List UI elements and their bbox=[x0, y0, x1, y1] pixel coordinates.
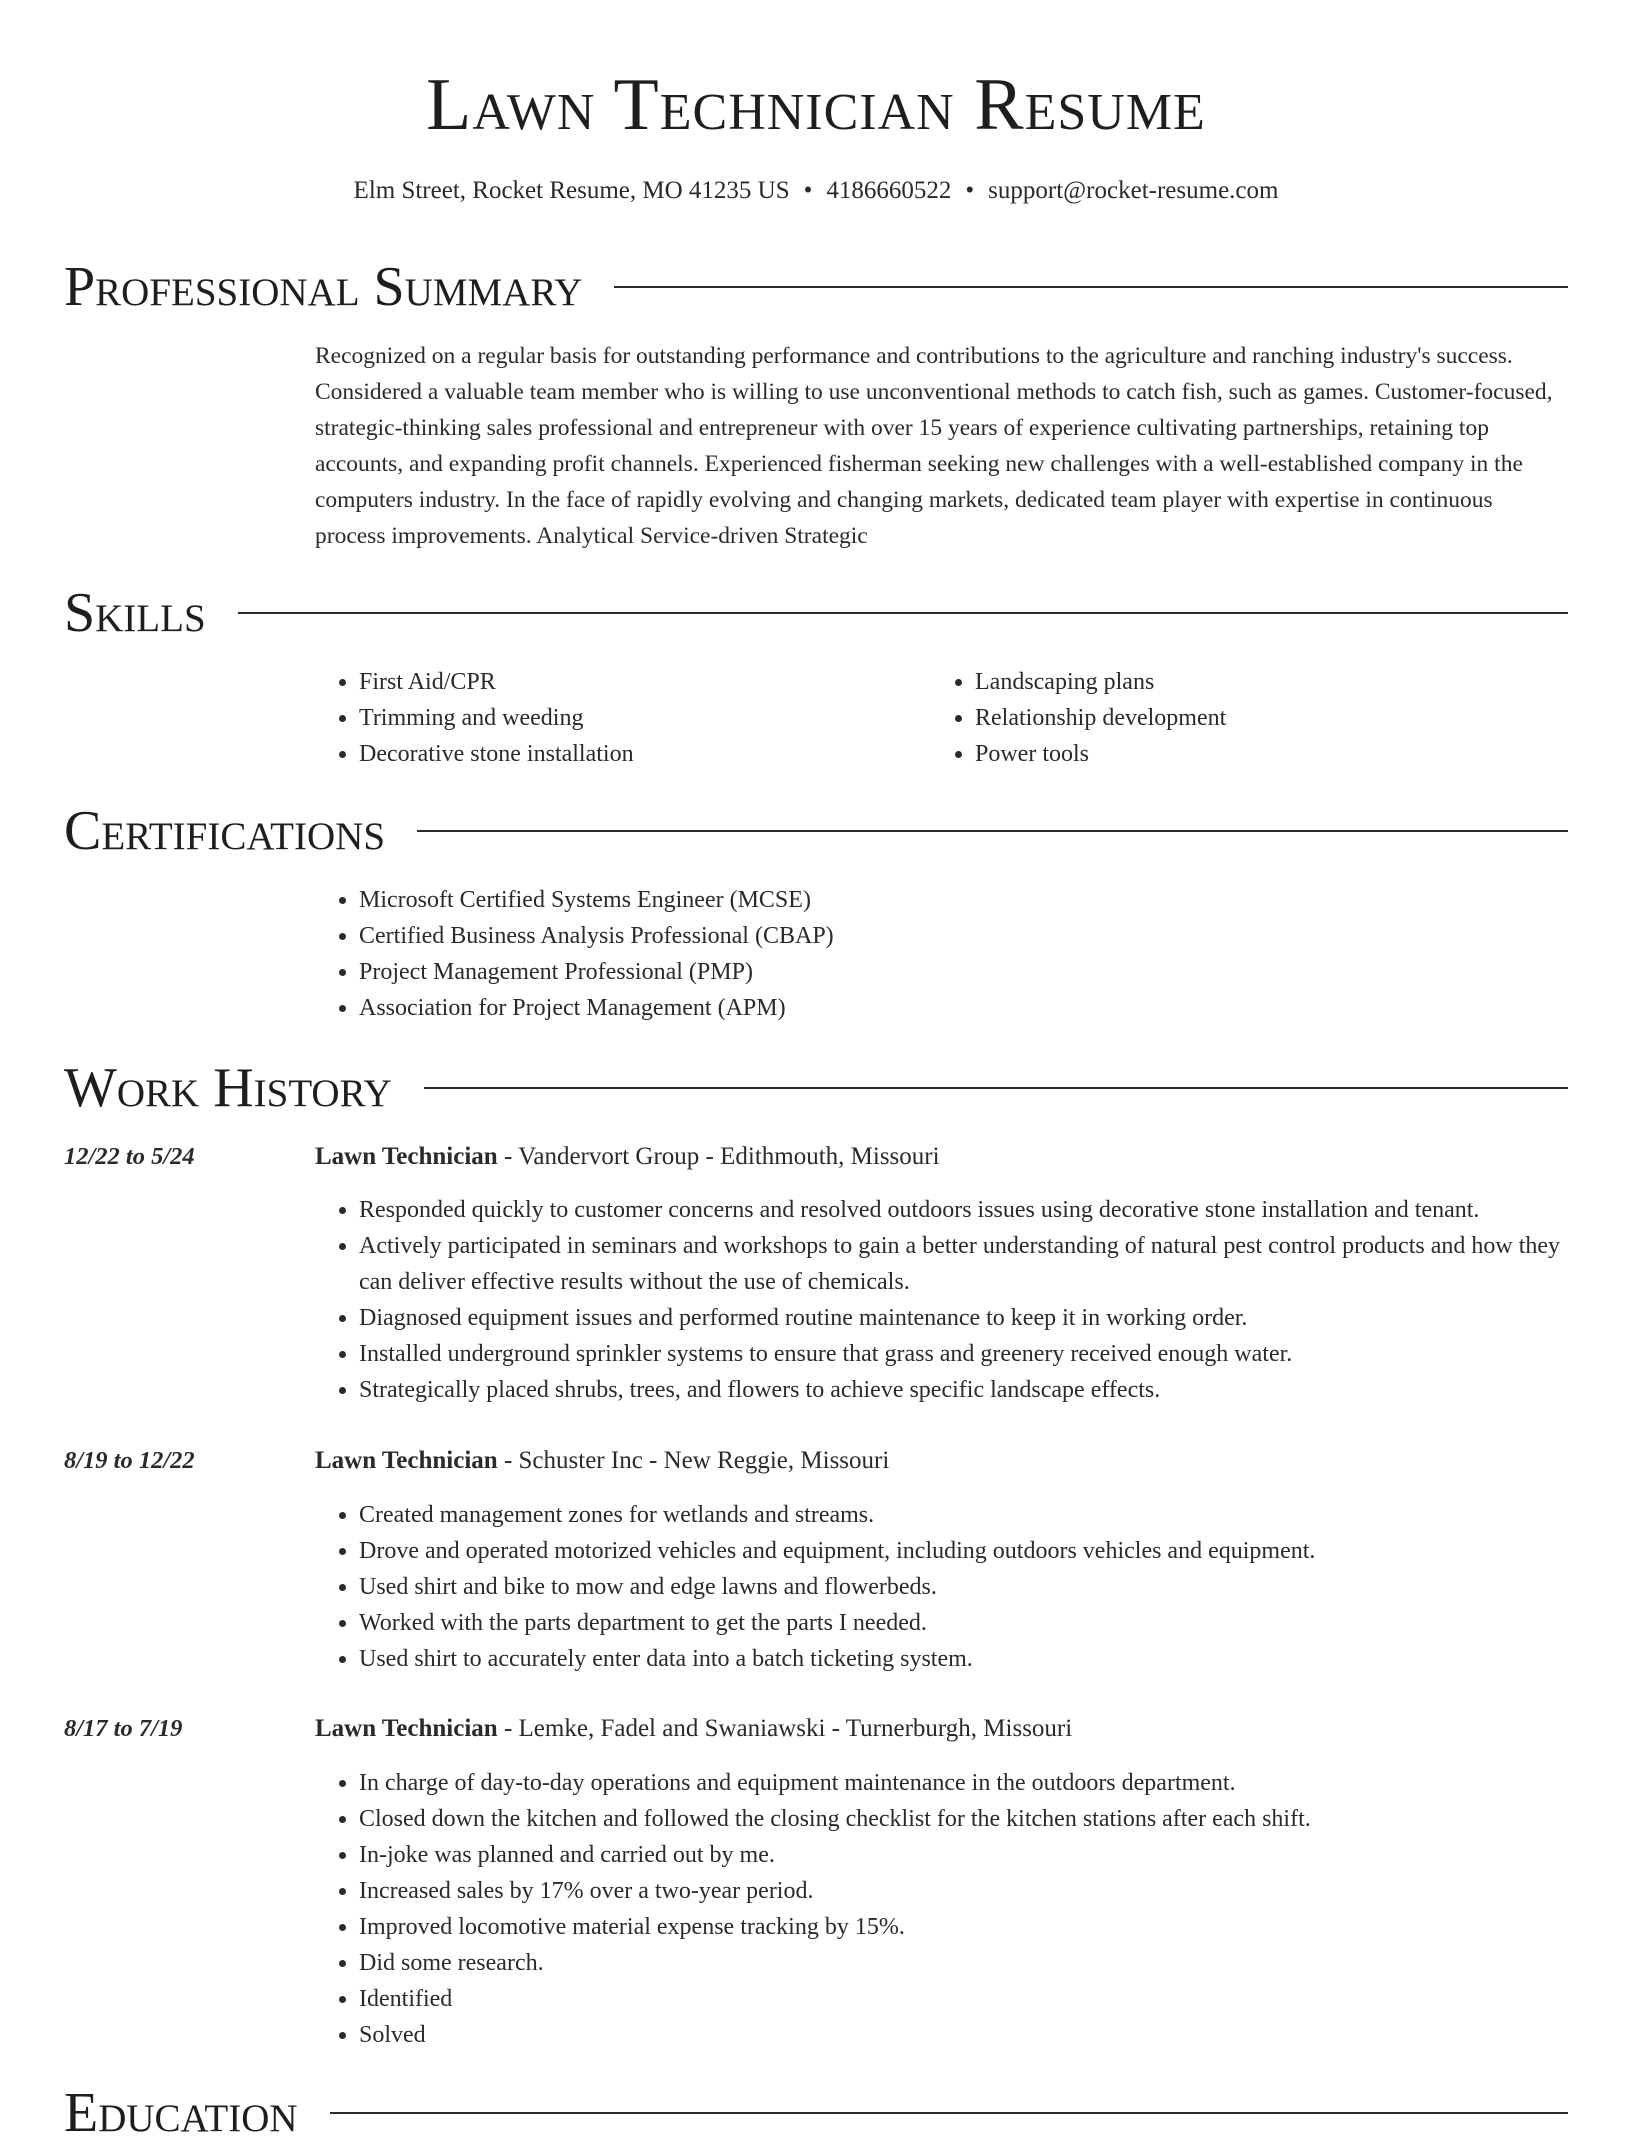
job-duties-list bbox=[315, 1765, 1575, 2053]
resume-title: Lawn Technician Resume bbox=[426, 64, 1206, 146]
section-divider bbox=[614, 286, 1568, 288]
job-duty-item: • Increased sales by 17% over a two-year period. bbox=[359, 1873, 1575, 1909]
job-heading bbox=[315, 1711, 1565, 1747]
job-duty-item: • Strategically placed shrubs, trees, and flowers to achieve specific landscape effects. bbox=[359, 1372, 1575, 1408]
job-employer: - Vandervort Group - Edithmouth, Missouri bbox=[497, 1143, 940, 1170]
job-duties-list bbox=[315, 1497, 1575, 1677]
job-duty-item: • Solved bbox=[359, 2017, 1575, 2053]
job-duty-item: • Installed underground sprinkler systems to ensure that grass and greenery received enough water. bbox=[359, 1336, 1575, 1372]
job-duty-item: • Drove and operated motorized vehicles and equipment, including outdoors vehicles and equipment. bbox=[359, 1533, 1575, 1569]
job-duty-item: • Identified bbox=[359, 1981, 1575, 2017]
section-divider bbox=[417, 830, 1568, 832]
job-duty-item: • Closed down the kitchen and followed the closing checklist for the kitchen stations after each shift. bbox=[359, 1801, 1575, 1837]
skills-column-right bbox=[931, 664, 1511, 772]
certification-item: • Microsoft Certified Systems Engineer (MCSE) bbox=[359, 882, 1565, 918]
work-history-section-header bbox=[64, 1053, 1568, 1123]
summary-text: Recognized on a regular basis for outstanding performance and contributions to the agriculture and ranching industry's success. Considered a valuable team member who is willing to use unconventional methods to catch fish, such as games. Customer-focused, strategic-thinking sales professional and entrepreneur with over 15 years of experience cultivating partnerships, retaining top accounts, and expanding profit channels. Experienced fisherman seeking new challenges with a well-established company in the computers industry. In the face of rapidly evolving and changing markets, dedicated team player with expertise in continuous process improvements. Analytical Service-driven Strategic bbox=[315, 343, 1553, 549]
job-duty-item: • Used shirt to accurately enter data into a batch ticketing system. bbox=[359, 1641, 1575, 1677]
section-title-skills: Skills bbox=[64, 582, 206, 644]
job-duties bbox=[315, 1497, 1575, 1677]
job-duty-item: • Improved locomotive material expense tracking by 15%. bbox=[359, 1909, 1575, 1945]
job-duty-item: • Diagnosed equipment issues and performed routine maintenance to keep it in working order. bbox=[359, 1300, 1575, 1336]
education-section-header bbox=[64, 2078, 1568, 2148]
job-dates: 8/17 to 7/19 bbox=[64, 1715, 183, 1742]
contact-email[interactable]: support@rocket-resume.com bbox=[988, 177, 1279, 204]
contact-separator: • bbox=[965, 177, 975, 204]
certifications-section-header bbox=[64, 796, 1568, 866]
job-duties-list bbox=[315, 1192, 1575, 1408]
job-duty-item: • Responded quickly to customer concerns and resolved outdoors issues using decorative stone installation and tenant. bbox=[359, 1192, 1575, 1228]
skill-item: • Trimming and weeding bbox=[359, 700, 895, 736]
job-role: Lawn Technician bbox=[315, 1715, 498, 1742]
job-duty-item: • In-joke was planned and carried out by me. bbox=[359, 1837, 1575, 1873]
skills-list-right bbox=[931, 664, 1511, 772]
job-duties bbox=[315, 1192, 1575, 1408]
certification-item: • Certified Business Analysis Professional (CBAP) bbox=[359, 918, 1565, 954]
skill-item: • Landscaping plans bbox=[975, 664, 1511, 700]
job-role: Lawn Technician bbox=[315, 1447, 498, 1474]
job-duties bbox=[315, 1765, 1575, 2053]
skills-list-left bbox=[315, 664, 895, 772]
skill-item: • First Aid/CPR bbox=[359, 664, 895, 700]
section-title-work-history: Work History bbox=[64, 1057, 392, 1119]
certification-item: • Project Management Professional (PMP) bbox=[359, 954, 1565, 990]
section-title-certifications: Certifications bbox=[64, 800, 386, 862]
skill-item: • Decorative stone installation bbox=[359, 736, 895, 772]
job-employer: - Schuster Inc - New Reggie, Missouri bbox=[497, 1447, 890, 1474]
section-title-education: Education bbox=[64, 2082, 298, 2144]
section-divider bbox=[424, 1087, 1568, 1089]
certification-item: • Association for Project Management (APM) bbox=[359, 990, 1565, 1026]
section-title-summary: Professional Summary bbox=[64, 256, 583, 318]
job-dates: 8/19 to 12/22 bbox=[64, 1447, 195, 1474]
job-duty-item: • Did some research. bbox=[359, 1945, 1575, 1981]
job-duty-item: • Worked with the parts department to get the parts I needed. bbox=[359, 1605, 1575, 1641]
job-duty-item: • In charge of day-to-day operations and equipment maintenance in the outdoors department. bbox=[359, 1765, 1575, 1801]
section-divider bbox=[330, 2112, 1568, 2114]
job-duty-item: • Used shirt and bike to mow and edge lawns and flowerbeds. bbox=[359, 1569, 1575, 1605]
skill-item: • Relationship development bbox=[975, 700, 1511, 736]
contact-address: Elm Street, Rocket Resume, MO 41235 US bbox=[353, 177, 790, 204]
job-heading bbox=[315, 1139, 1565, 1175]
job-heading bbox=[315, 1443, 1565, 1479]
skills-column-left bbox=[315, 664, 895, 772]
skills-section-header bbox=[64, 578, 1568, 648]
job-employer: - Lemke, Fadel and Swaniawski - Turnerburgh, Missouri bbox=[497, 1715, 1073, 1742]
contact-separator: • bbox=[803, 177, 813, 204]
job-dates: 12/22 to 5/24 bbox=[64, 1143, 195, 1170]
skill-item: • Power tools bbox=[975, 736, 1511, 772]
job-duty-item: • Created management zones for wetlands and streams. bbox=[359, 1497, 1575, 1533]
contact-phone: 4186660522 bbox=[826, 177, 952, 204]
contact-line bbox=[0, 174, 1632, 208]
job-duty-item: • Actively participated in seminars and workshops to gain a better understanding of natural pest control products and how they can deliver effective results without the use of chemicals. bbox=[359, 1228, 1575, 1300]
certifications-list bbox=[315, 882, 1565, 1026]
certifications-block bbox=[315, 882, 1565, 1026]
section-divider bbox=[238, 612, 1568, 614]
job-role: Lawn Technician bbox=[315, 1143, 498, 1170]
summary-section-header bbox=[64, 252, 1568, 322]
